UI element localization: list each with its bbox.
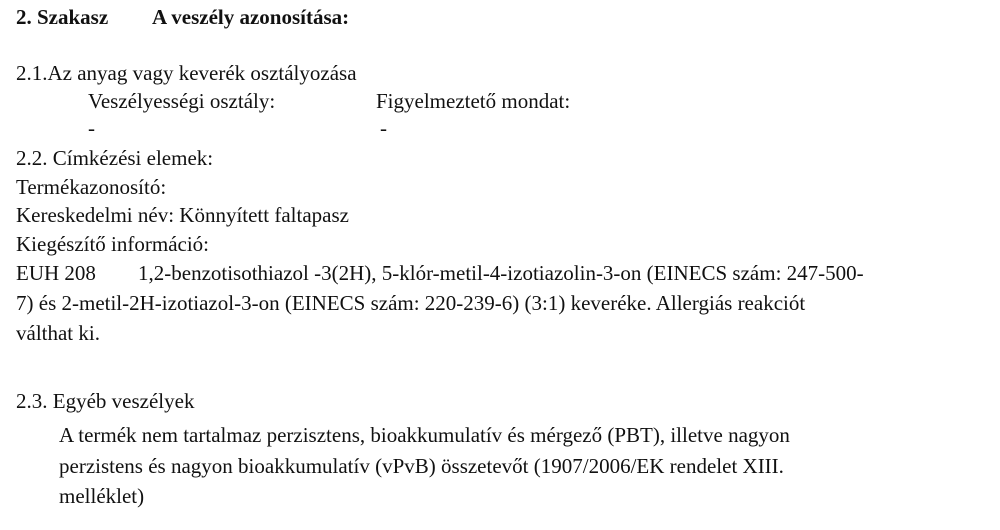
other-hazards-text-line: A termék nem tartalmaz perzisztens, bioakkumulatív és mérgező (PBT), illetve nagyon	[59, 423, 790, 447]
subsection-heading: 2.3. Egyéb veszélyek	[16, 389, 195, 413]
supplementary-info-label: Kiegészítő információ:	[16, 232, 210, 256]
other-hazards-text-line: perzistens és nagyon bioakkumulatív (vPvB) összetevőt (1907/2006/EK rendelet XIII.	[59, 454, 784, 478]
euh-text-line: válthat ki.	[16, 321, 100, 345]
section-number: 2. Szakasz	[16, 5, 109, 29]
euh-text-line: 1,2-benzotisothiazol -3(2H), 5-klór-metil-4-izotiazolin-3-on (EINECS szám: 247-500-	[138, 261, 864, 285]
hazard-statement-value: -	[380, 116, 387, 140]
hazard-statement-label: Figyelmeztető mondat:	[376, 89, 571, 113]
euh-code: EUH 208	[16, 261, 96, 285]
subsection-heading: 2.1.Az anyag vagy keverék osztályozása	[16, 61, 357, 85]
product-identifier-label: Termékazonosító:	[16, 175, 167, 199]
trade-name: Kereskedelmi név: Könnyített faltapasz	[16, 203, 349, 227]
other-hazards-text-line: melléklet)	[59, 484, 145, 508]
euh-text-line: 7) és 2-metil-2H-izotiazol-3-on (EINECS szám: 220-239-6) (3:1) keveréke. Allergiás reakciót	[16, 291, 806, 315]
hazard-class-value: -	[88, 116, 95, 140]
subsection-heading: 2.2. Címkézési elemek:	[16, 146, 214, 170]
hazard-class-label: Veszélyességi osztály:	[88, 89, 276, 113]
section-title: A veszély azonosítása:	[152, 5, 350, 29]
